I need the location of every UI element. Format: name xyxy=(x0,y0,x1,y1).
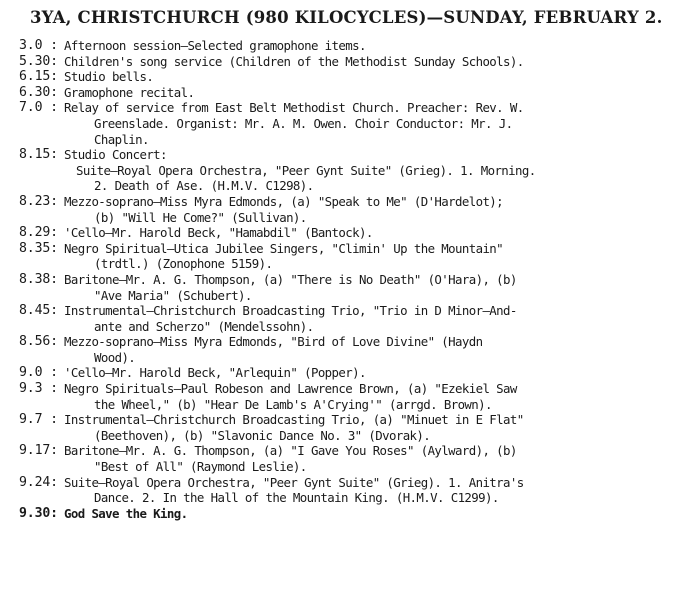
programme-entry xyxy=(0,225,700,241)
programme-entry xyxy=(0,241,700,272)
entry-text: Gramophone recital. xyxy=(64,84,195,100)
entry-time: 3.0 : xyxy=(19,38,58,53)
entry-text: Instrumental—Christchurch Broadcasting Trio, (a) "Minuet in E Flat" xyxy=(64,412,524,428)
entry-text: God Save the King. xyxy=(64,505,188,521)
entry-time: 8.15: xyxy=(19,147,58,163)
entry-time: 8.45: xyxy=(19,303,58,319)
entry-text-continued: the Wheel," (b) "Hear De Lamb's A'Crying'" (arrgd. Brown). xyxy=(94,396,492,412)
entry-text: Instrumental—Christchurch Broadcasting Trio, "Trio in D Minor—And- xyxy=(64,303,517,319)
programme-entry xyxy=(0,506,700,522)
entry-time: 5.30: xyxy=(19,53,58,69)
entry-time: 9.30: xyxy=(19,505,58,521)
entry-text: Baritone—Mr. A. G. Thompson, (a) "I Gave You Roses" (Aylward), (b) xyxy=(64,443,517,459)
programme-entry xyxy=(0,303,700,334)
programme-entry xyxy=(0,38,700,54)
programme-list xyxy=(0,38,700,521)
entry-time: 6.15: xyxy=(19,69,58,85)
entry-time: 8.56: xyxy=(19,334,58,350)
entry-time: 8.35: xyxy=(19,240,58,256)
programme-entry xyxy=(0,100,700,147)
entry-time: 6.30: xyxy=(19,84,58,100)
entry-time: 8.29: xyxy=(19,225,58,241)
entry-text: Baritone—Mr. A. G. Thompson, (a) "There is No Death" (O'Hara), (b) xyxy=(64,271,517,287)
programme-entry xyxy=(0,365,700,381)
entry-time: 9.3 : xyxy=(19,381,58,397)
entry-text: Relay of service from East Belt Methodist Church. Preacher: Rev. W. xyxy=(64,100,524,116)
entry-text: 'Cello—Mr. Harold Beck, "Arlequin" (Popper). xyxy=(64,365,366,381)
entry-text: Studio bells. xyxy=(64,69,154,85)
entry-text-continued: "Best of All" (Raymond Leslie). xyxy=(94,459,307,475)
entry-text-continued: 2. Death of Ase. (H.M.V. C1298). xyxy=(94,178,314,194)
entry-time: 8.38: xyxy=(19,271,58,287)
entry-time: 9.0 : xyxy=(19,365,58,381)
programme-entry xyxy=(0,412,700,443)
programme-entry xyxy=(0,443,700,474)
programme-entry xyxy=(0,147,700,163)
entry-text: Mezzo-soprano—Miss Myra Edmonds, "Bird of Love Divine" (Haydn xyxy=(64,334,483,350)
entry-text-continued: (trdtl.) (Zonophone 5159). xyxy=(94,256,273,272)
programme-entry xyxy=(0,54,700,70)
programme-entry xyxy=(0,334,700,365)
programme-entry xyxy=(0,194,700,225)
entry-text-continued: Greenslade. Organist: Mr. A. M. Owen. Choir Conductor: Mr. J. xyxy=(94,115,513,131)
station-heading: 3YA, CHRISTCHURCH (980 KILOCYCLES)—SUNDAY, FEBRUARY 2. xyxy=(30,8,663,27)
entry-text-continued: (Beethoven), (b) "Slavonic Dance No. 3" (Dvorak). xyxy=(94,427,431,443)
entry-text-continued: Wood). xyxy=(94,349,136,365)
programme-entry xyxy=(0,272,700,303)
programme-entry xyxy=(0,69,700,85)
entry-time: 7.0 : xyxy=(19,100,58,116)
programme-entry xyxy=(0,381,700,412)
entry-text: Negro Spiritual—Utica Jubilee Singers, "Climin' Up the Mountain" xyxy=(64,240,504,256)
programme-entry xyxy=(0,163,700,194)
entry-text: Mezzo-soprano—Miss Myra Edmonds, (a) "Speak to Me" (D'Hardelot); xyxy=(64,193,504,209)
entry-text-continued: Chaplin. xyxy=(94,131,149,147)
entry-time: 9.7 : xyxy=(19,412,58,428)
entry-time: 9.17: xyxy=(19,443,58,459)
entry-text: 'Cello—Mr. Harold Beck, "Hamabdil" (Bantock). xyxy=(64,225,373,241)
entry-text-continued: (b) "Will He Come?" (Sullivan). xyxy=(94,209,307,225)
entry-text-continued: Dance. 2. In the Hall of the Mountain King. (H.M.V. C1299). xyxy=(94,490,499,506)
entry-text-continued: ante and Scherzo" (Mendelssohn). xyxy=(94,318,314,334)
entry-time: 8.23: xyxy=(19,193,58,209)
entry-text: Negro Spirituals—Paul Robeson and Lawrence Brown, (a) "Ezekiel Saw xyxy=(64,381,517,397)
programme-entry xyxy=(0,85,700,101)
entry-text: Afternoon session—Selected gramophone items. xyxy=(64,38,366,53)
entry-text: Suite—Royal Opera Orchestra, "Peer Gynt Suite" (Grieg). 1. Morning. xyxy=(76,162,536,178)
entry-text: Suite—Royal Opera Orchestra, "Peer Gynt Suite" (Grieg). 1. Anitra's xyxy=(64,474,524,490)
programme-entry xyxy=(0,475,700,506)
entry-text: Children's song service (Children of the Methodist Sunday Schools). xyxy=(64,53,524,69)
entry-text-continued: "Ave Maria" (Schubert). xyxy=(94,287,252,303)
entry-time: 9.24: xyxy=(19,474,58,490)
entry-text: Studio Concert: xyxy=(64,147,167,163)
